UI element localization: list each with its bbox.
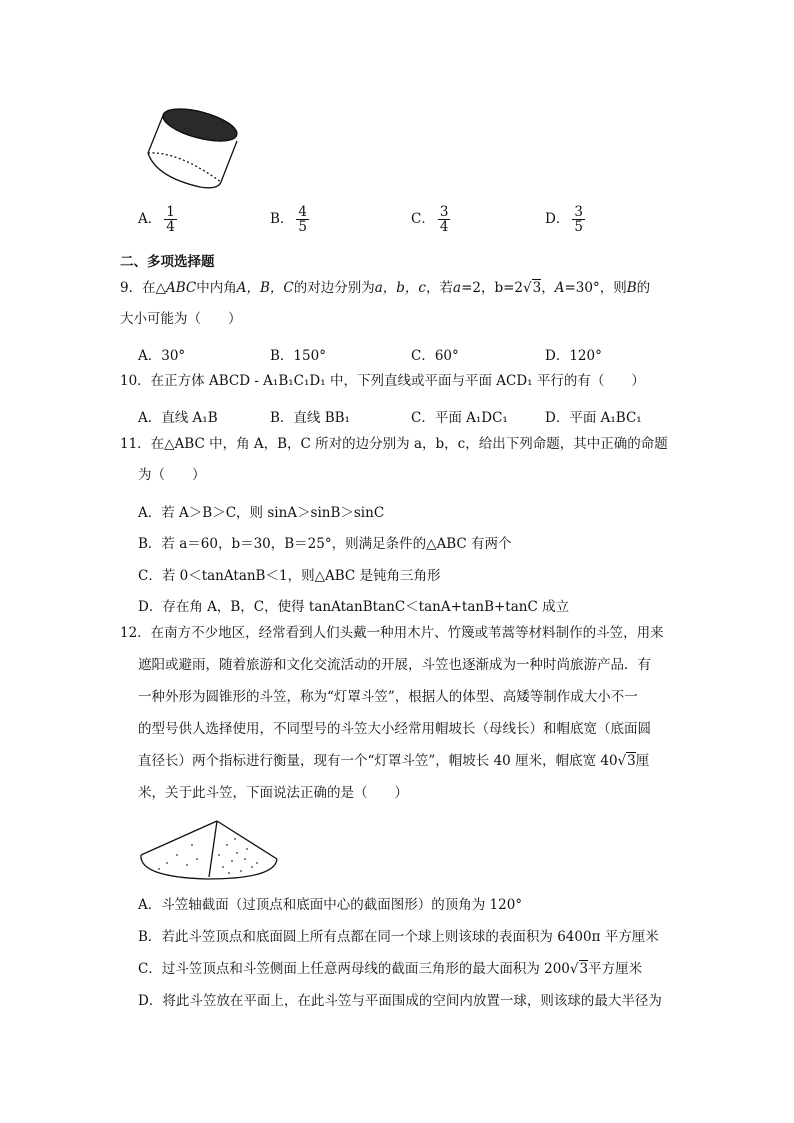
- q9-text: 的对边分别为: [293, 280, 375, 296]
- q8-option-b: [270, 205, 309, 234]
- q12-option-c: [138, 957, 642, 977]
- cylinder-figure: [138, 97, 248, 197]
- q9-option-d: D．120°: [545, 348, 602, 364]
- option-label: C．: [411, 211, 435, 228]
- q12-option-a: A．斗笠轴截面（过顶点和底面中心的截面图形）的顶角为 120°: [138, 897, 523, 913]
- fraction: [164, 205, 177, 234]
- q11-stem-line1: 11．在△ABC 中，角 A，B，C 所对的边分别为 a，b，c，给出下列命题，其中正确的命题: [120, 436, 668, 452]
- q12-stem-line5: [138, 755, 649, 769]
- fraction: [438, 205, 451, 234]
- q12-text: 平方厘米: [588, 961, 643, 977]
- q11-stem-line2: 为（ ）: [138, 467, 206, 483]
- fraction-denominator: 5: [574, 219, 583, 236]
- q12-option-b: B．若此斗笠顶点和底面圆上所有点都在同一个球上则该球的表面积为 6400π 平方厘米: [138, 929, 659, 945]
- sqrt: √3: [569, 961, 589, 977]
- option-label: A．: [138, 211, 162, 228]
- q12-option-d: D．将此斗笠放在平面上，在此斗笠与平面围成的空间内放置一球，则该球的最大半径为: [138, 993, 662, 1009]
- sqrt-radicand: 3: [627, 753, 636, 769]
- q9-math: a: [453, 280, 462, 296]
- q11-option-b: B．若 a＝60，b＝30，B＝25°，则满足条件的△ABC 有两个: [138, 536, 512, 552]
- q9-math: ABC: [165, 280, 197, 296]
- q9-text: 9．在△: [120, 280, 166, 296]
- q8-option-a: [138, 205, 177, 234]
- q9-text: ，: [541, 280, 555, 296]
- fraction-numerator: 1: [166, 204, 175, 220]
- q12-stem-line2: 遮阳或避雨，随着旅游和文化交流活动的开展，斗笠也逐渐成为一种时尚旅游产品．有: [138, 657, 651, 673]
- q10-option-c: C．平面 A₁DC₁: [411, 410, 508, 426]
- q9-option-b: B．150°: [270, 348, 326, 364]
- q9-stem-line2: 大小可能为（ ）: [120, 311, 242, 327]
- q11-option-c: C．若 0＜tanAtanB＜1，则△ABC 是钝角三角形: [138, 568, 441, 584]
- q12-stem-line4: 的型号供人选择使用，不同型号的斗笠大小经常用帽坡长（母线长）和帽底宽（底面圆: [138, 721, 651, 737]
- q8-option-c: [411, 205, 450, 234]
- fraction-numerator: 4: [298, 204, 308, 220]
- option-label: B．: [270, 211, 294, 228]
- q12-stem-line3: 一种外形为圆锥形的斗笠，称为“灯罩斗笠”，根据人的体型、高矮等制作成大小不一: [138, 689, 638, 705]
- q12-text: 厘: [635, 753, 650, 769]
- sqrt-radicand: 3: [532, 280, 542, 296]
- sqrt-radicand: 3: [579, 961, 589, 977]
- q8-option-d: [545, 205, 585, 234]
- q9-math: A，B，C: [236, 280, 294, 296]
- q9-text: ，若: [426, 280, 453, 296]
- fraction-numerator: 3: [439, 204, 449, 220]
- fraction: [296, 205, 309, 234]
- q11-option-a: A．若 A＞B＞C，则 sinA＞sinB＞sinC: [138, 505, 385, 521]
- q9-math: A: [554, 280, 565, 296]
- q9-text: =30°，则: [564, 280, 627, 296]
- cone-hat-figure: [137, 815, 282, 885]
- q9-math: a，b，c: [374, 280, 426, 296]
- q9-math: B: [626, 280, 637, 296]
- q10-stem: 10．在正方体 ABCD - A₁B₁C₁D₁ 中，下列直线或平面与平面 ACD₁ 平行的有（ ）: [120, 373, 645, 389]
- q12-text: C．过斗笠顶点和斗笠侧面上任意两母线的截面三角形的最大面积为 200: [138, 961, 570, 977]
- fraction-denominator: 5: [298, 219, 308, 236]
- q12-stem-line6: 米，关于此斗笠，下面说法正确的是（ ）: [138, 785, 408, 801]
- q10-option-a: A．直线 A₁B: [138, 410, 218, 426]
- fraction-numerator: 3: [574, 204, 583, 220]
- option-label: D．: [545, 211, 570, 228]
- fraction-denominator: 4: [439, 219, 449, 236]
- q12-text: 直径长）两个指标进行衡量，现有一个“灯罩斗笠”，帽坡长 40 厘米，帽底宽 40: [138, 753, 618, 769]
- q9-option-a: A．30°: [138, 348, 186, 364]
- sqrt: √3: [523, 280, 542, 296]
- fraction-denominator: 4: [166, 219, 175, 236]
- q10-option-d: D．平面 A₁BC₁: [545, 410, 642, 426]
- section-title: 二、多项选择题: [120, 254, 215, 270]
- q9-text: =2，b=2: [461, 280, 524, 296]
- q9-text: 的: [636, 280, 651, 296]
- sqrt: √3: [617, 753, 636, 769]
- q9-option-c: C．60°: [411, 348, 459, 364]
- q9-stem-line1: [120, 282, 650, 296]
- fraction: [572, 205, 585, 234]
- q10-option-b: B．直线 BB₁: [270, 410, 350, 426]
- q11-option-d: D．存在角 A，B，C，使得 tanAtanBtanC＜tanA+tanB+tanC 成立: [138, 599, 570, 615]
- q12-stem-line1: 12．在南方不少地区，经常看到人们头戴一种用木片、竹篾或苇蒿等材料制作的斗笠，用来: [120, 625, 664, 641]
- q9-text: 中内角: [196, 280, 237, 296]
